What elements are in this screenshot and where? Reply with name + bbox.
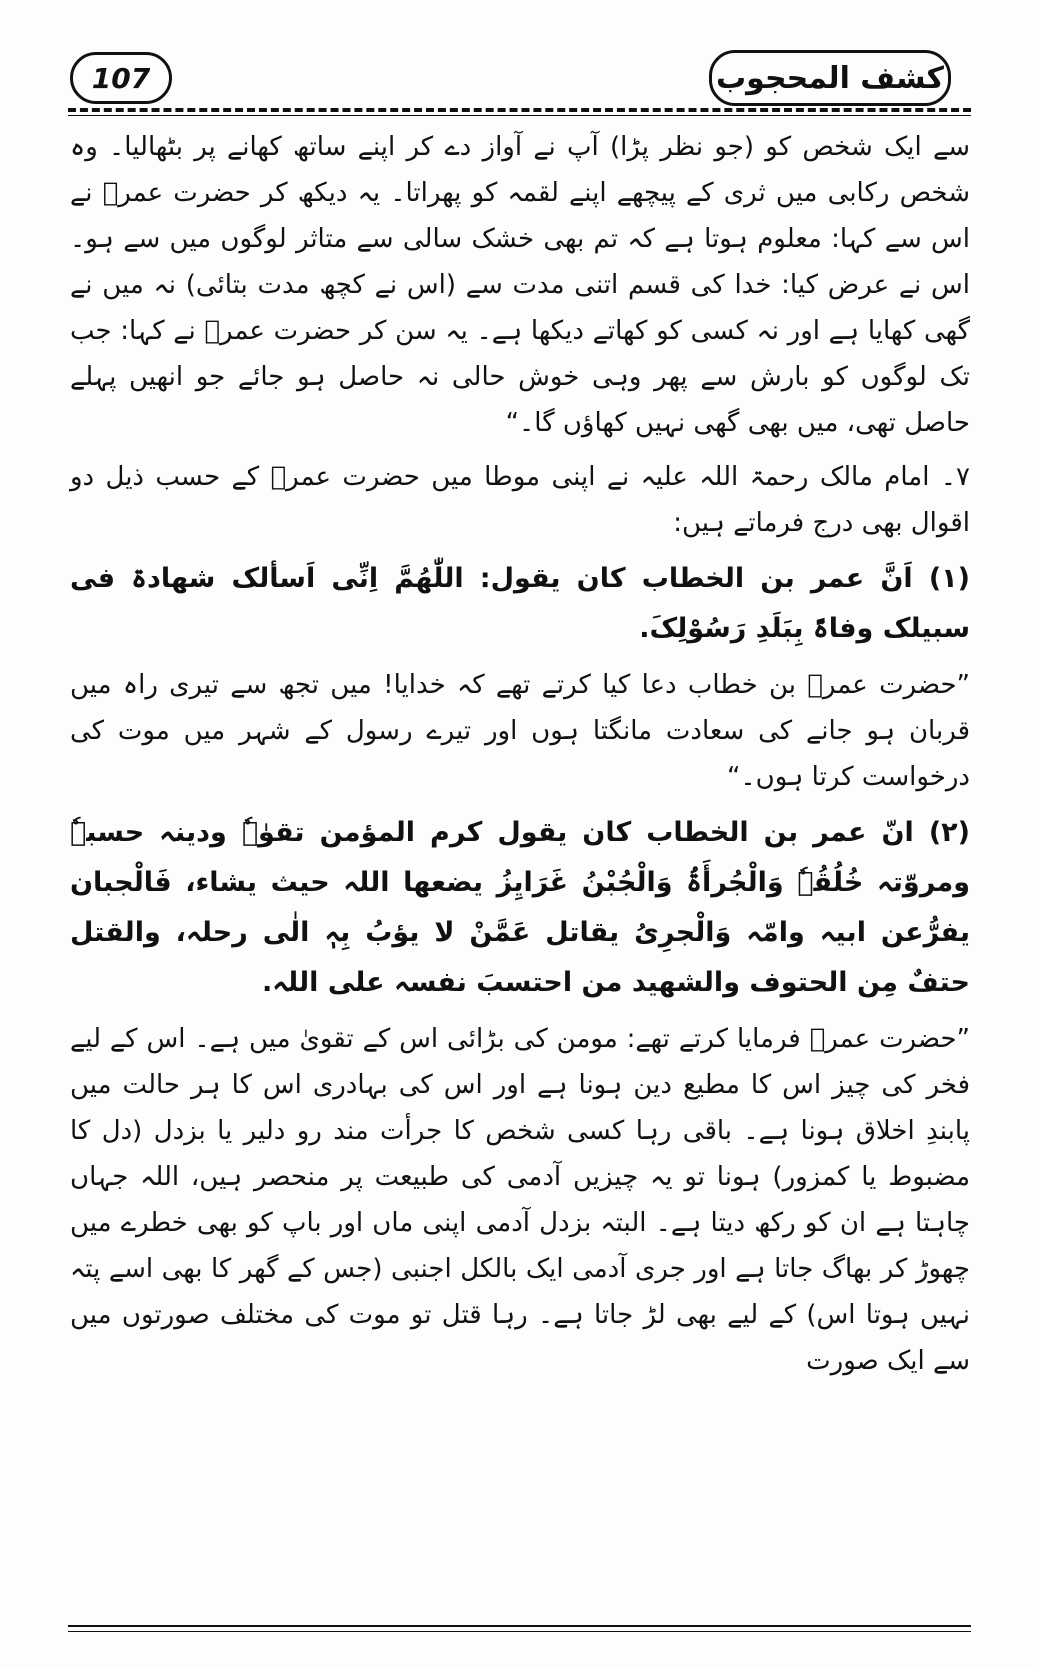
header-divider-thin (68, 115, 971, 116)
paragraph-2: ۷۔ امام مالک رحمۃ اللہ علیہ نے اپنی موطا میں حضرت عمرؓ کے حسب ذیل دو اقوال بھی درج فرماتے ہیں: (70, 462, 970, 538)
header-divider (68, 108, 971, 112)
arabic-quote-1: (۱) اَنَّ عمر بن الخطاب کان یقول: اللّٰھُمَّ اِنِّی اَسألک شھادۃ فی سبیلک وفاۃً بِبَلَدِ رَسُوْلِکَ. (70, 563, 970, 644)
footer-divider-thin (68, 1631, 971, 1632)
page-number-text: 107 (91, 61, 151, 95)
arabic-quote-2: (۲) انّ عمر بن الخطاب کان یقول کرم المؤمن تقوٰہٗ ودینہ حسبہٗ ومروّتہ خُلُقُہٗ وَالْجُرأَۃُ وَالْجُبْنُ غَرَایِزُ یضعھا اللہ حیث یشاء، فَالْجبان یفرُّعن ابیہ وامّہ وَالْجرِیُ یقاتل عَمَّنْ لا یؤبُ بِہٖ الٰی رحلہ، والقتل حتفٌ مِن الحتوف والشھید من احتسبَ نفسہ علی اللہ. (70, 817, 970, 998)
paragraph-translation-1: ”حضرت عمرؓ بن خطاب دعا کیا کرتے تھے کہ خدایا! میں تجھ سے تیری راہ میں قربان ہو جانے کی سعادت مانگتا ہوں اور تیرے رسول کے شہر میں موت کی درخواست کرتا ہوں۔“ (70, 670, 970, 792)
book-title-text: كشف المحجوب (716, 60, 945, 96)
footer-divider (68, 1625, 971, 1627)
page-number (70, 52, 172, 104)
paragraph-translation-2: ”حضرت عمرؓ فرمایا کرتے تھے: مومن کی بڑائی اس کے تقویٰ میں ہے۔ اس کے لیے فخر کی چیز اس کا مطیع دین ہونا ہے اور اس کی بہادری اس کا ہر حالت میں پابندِ اخلاق ہونا ہے۔ باقی رہا کسی شخص کا جرأت مند رو دلیر یا بزدل (دل کا مضبوط یا کمزور) ہونا تو یہ چیزیں آدمی کی طبیعت پر منحصر ہیں، اللہ جہاں چاہتا ہے ان کو رکھ دیتا ہے۔ البتہ بزدل آدمی اپنی ماں اور باپ کو بھی خطرے میں چھوڑ کر بھاگ جاتا ہے اور جری آدمی ایک بالکل اجنبی (جس کے گھر کا بھی اسے پتہ نہیں ہوتا اس) کے لیے بھی لڑ جاتا ہے۔ رہا قتل تو موت کی مختلف صورتوں میں سے ایک صورت (70, 1024, 970, 1376)
body-text (70, 124, 970, 1392)
paragraph-1: سے ایک شخص کو (جو نظر پڑا) آپ نے آواز دے کر اپنے ساتھ کھانے پر بٹھالیا۔ وہ شخص رکابی میں ثری کے پیچھے اپنے لقمہ کو پھراتا۔ یہ دیکھ کر حضرت عمرؓ نے اس سے کہا: معلوم ہوتا ہے کہ تم بھی خشک سالی سے متاثر لوگوں میں سے ہو۔ اس نے عرض کیا: خدا کی قسم اتنی مدت سے (اس نے کچھ مدت بتائی) نہ میں نے گھی کھایا ہے اور نہ کسی کو کھاتے دیکھا ہے۔ یہ سن کر حضرت عمرؓ نے کہا: جب تک لوگوں کو بارش سے پھر وہی خوش حالی نہ حاصل ہو جائے جو انھیں پہلے حاصل تھی، میں بھی گھی نہیں کھاؤں گا۔“ (70, 132, 970, 438)
book-title (709, 50, 951, 106)
